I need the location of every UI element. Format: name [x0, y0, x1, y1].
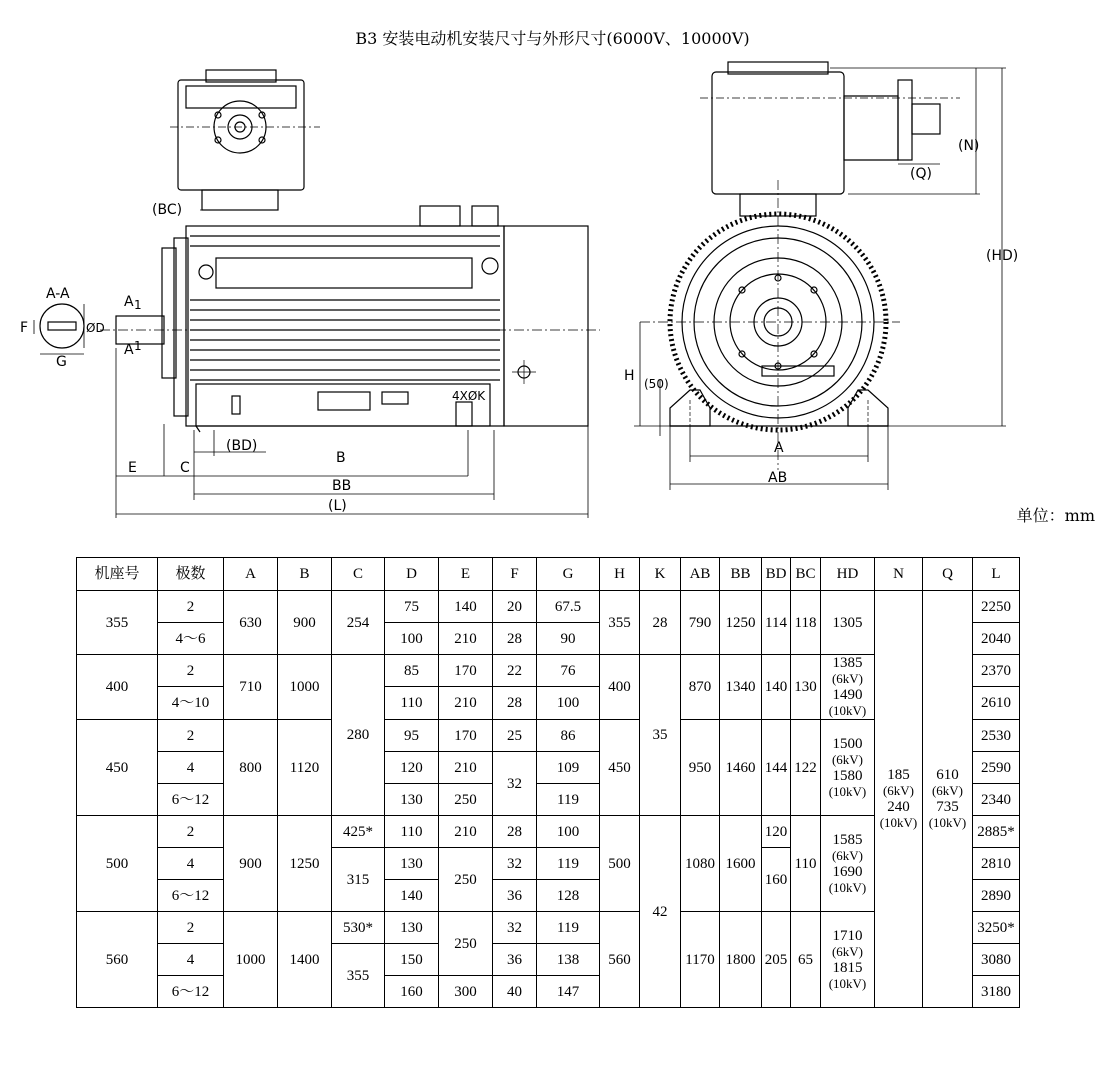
header-cell: B [278, 558, 332, 591]
label-a1-lower: A [124, 342, 134, 358]
hd-note-6kv: (6kV) [831, 943, 864, 959]
table-cell: 900 [224, 816, 278, 912]
poles-cell: 4 [158, 848, 224, 880]
q-note-6kv: (6kV) [931, 783, 964, 798]
table-cell: 170 [439, 655, 493, 687]
table-cell: 25 [493, 720, 537, 752]
shaft-section [34, 304, 84, 354]
hd-cell [821, 912, 875, 1008]
header-cell: N [875, 558, 923, 591]
header-cell: 机座号 [77, 558, 158, 591]
table-cell: 254 [332, 591, 385, 655]
q-note-10kv: (10kV) [928, 815, 967, 830]
frame-cell: 400 [77, 655, 158, 720]
table-cell: 3080 [973, 944, 1020, 976]
table-cell: 1460 [720, 720, 762, 816]
table-cell: 160 [762, 848, 791, 912]
label-a-front: A [774, 440, 784, 456]
table-cell: 425* [332, 816, 385, 848]
table-cell: 790 [681, 591, 720, 655]
header-cell: E [439, 558, 493, 591]
table-cell: 1340 [720, 655, 762, 720]
terminal-box-front [700, 62, 960, 216]
q-value-10kv: 735 [936, 799, 959, 815]
table-cell: 119 [537, 784, 600, 816]
header-cell: H [600, 558, 640, 591]
poles-cell: 4 [158, 944, 224, 976]
poles-cell: 4 [158, 752, 224, 784]
table-cell: 28 [493, 687, 537, 720]
table-cell: 1250 [278, 816, 332, 912]
motor-feet-front [670, 390, 888, 426]
label-bd: (BD) [226, 438, 258, 454]
table-cell: 2370 [973, 655, 1020, 687]
hd-value-10kv: 1815 [832, 959, 863, 976]
table-cell: 122 [791, 720, 821, 816]
table-cell: 2885* [973, 816, 1020, 848]
table-cell: 280 [332, 655, 385, 816]
header-cell: BC [791, 558, 821, 591]
table-cell: 1000 [224, 912, 278, 1008]
table-cell: 138 [537, 944, 600, 976]
table-cell: 250 [439, 784, 493, 816]
terminal-box-side [170, 70, 320, 210]
table-cell: 110 [791, 816, 821, 912]
header-cell: A [224, 558, 278, 591]
table-cell: 210 [439, 623, 493, 655]
table-cell: 2810 [973, 848, 1020, 880]
table-cell: 630 [224, 591, 278, 655]
table-cell: 130 [385, 848, 439, 880]
header-cell: C [332, 558, 385, 591]
table-cell: 28 [493, 816, 537, 848]
table-cell: 160 [385, 976, 439, 1008]
header-cell: AB [681, 558, 720, 591]
frame-cell: 500 [77, 816, 158, 912]
table-cell: 110 [385, 816, 439, 848]
table-cell: 86 [537, 720, 600, 752]
hd-cell [821, 816, 875, 912]
table-cell: 95 [385, 720, 439, 752]
motor-body-side [100, 206, 600, 426]
table-cell: 2590 [973, 752, 1020, 784]
label-section-aa: A-A [46, 286, 70, 302]
table-cell: 355 [332, 944, 385, 1008]
hd-cell [821, 720, 875, 816]
table-cell: 1400 [278, 912, 332, 1008]
table-cell: 1000 [278, 655, 332, 720]
table-cell: 500 [600, 816, 640, 912]
table-cell: 870 [681, 655, 720, 720]
label-a1-upper-sub: 1 [134, 298, 142, 312]
hd-cell [821, 655, 875, 720]
table-cell: 100 [537, 816, 600, 848]
table-cell: 75 [385, 591, 439, 623]
label-bb: BB [332, 478, 352, 494]
table-cell: 2340 [973, 784, 1020, 816]
table-cell: 2040 [973, 623, 1020, 655]
table-cell: 1305 [821, 591, 875, 655]
table-cell: 2890 [973, 880, 1020, 912]
table-cell: 130 [385, 912, 439, 944]
hd-note-10kv: (10kV) [828, 879, 867, 895]
header-cell: Q [923, 558, 973, 591]
table-cell: 2250 [973, 591, 1020, 623]
hd-value-10kv: 1490 [832, 687, 863, 703]
page-title: B3 安装电动机安装尺寸与外形尺寸(6000V、10000V) [355, 29, 750, 48]
table-cell: 210 [439, 687, 493, 720]
motor-base-side [196, 384, 490, 432]
header-cell: L [973, 558, 1020, 591]
table-cell: 119 [537, 912, 600, 944]
label-e: E [128, 460, 137, 476]
table-cell: 118 [791, 591, 821, 655]
header-cell: BB [720, 558, 762, 591]
hd-value-6kv: 1585 [832, 831, 863, 848]
table-cell: 120 [385, 752, 439, 784]
header-cell: BD [762, 558, 791, 591]
hd-note-6kv: (6kV) [831, 751, 864, 767]
frame-cell: 450 [77, 720, 158, 816]
label-c: C [180, 460, 190, 476]
table-cell: 65 [791, 912, 821, 1008]
poles-cell: 2 [158, 912, 224, 944]
table-cell: 250 [439, 912, 493, 976]
table-cell: 120 [762, 816, 791, 848]
table-cell: 355 [600, 591, 640, 655]
n-value-6kv: 185 [887, 767, 910, 783]
poles-cell: 2 [158, 816, 224, 848]
table-cell: 1120 [278, 720, 332, 816]
label-holes: 4XØK [452, 389, 486, 403]
table-cell: 2610 [973, 687, 1020, 720]
n-note-6kv: (6kV) [882, 783, 915, 798]
table-cell: 3250* [973, 912, 1020, 944]
poles-cell: 4～10 [158, 687, 224, 720]
header-cell: K [640, 558, 681, 591]
label-d: ØD [86, 321, 105, 335]
table-cell: 450 [600, 720, 640, 816]
hd-value-6kv: 1385 [832, 655, 863, 671]
table-cell: 85 [385, 655, 439, 687]
hd-value-6kv: 1710 [832, 927, 863, 944]
table-cell: 90 [537, 623, 600, 655]
table-header-row [77, 558, 1020, 591]
table-cell: 130 [791, 655, 821, 720]
table-cell: 119 [537, 848, 600, 880]
label-b: B [336, 450, 346, 466]
front-dimensions [634, 68, 1006, 490]
table-cell: 300 [439, 976, 493, 1008]
label-bc: (BC) [152, 202, 183, 218]
table-cell: 140 [385, 880, 439, 912]
hd-note-6kv: (6kV) [831, 847, 864, 863]
table-cell: 109 [537, 752, 600, 784]
hd-value-10kv: 1690 [832, 863, 863, 880]
n-note-10kv: (10kV) [879, 815, 918, 830]
table-cell: 400 [600, 655, 640, 720]
hd-note-10kv: (10kV) [828, 703, 867, 718]
hd-note-10kv: (10kV) [828, 975, 867, 991]
q-value-6kv: 610 [936, 767, 959, 783]
table-cell: 22 [493, 655, 537, 687]
table-cell: 144 [762, 720, 791, 816]
table-cell: 67.5 [537, 591, 600, 623]
table-cell: 3180 [973, 976, 1020, 1008]
header-cell: F [493, 558, 537, 591]
table-cell: 130 [385, 784, 439, 816]
poles-cell: 2 [158, 591, 224, 623]
frame-cell: 355 [77, 591, 158, 655]
hd-note-6kv: (6kV) [831, 671, 864, 686]
label-f: F [20, 320, 29, 336]
table-cell: 140 [439, 591, 493, 623]
label-hd: (HD) [986, 248, 1019, 264]
label-a1-lower-sub: 1 [134, 339, 142, 353]
table-cell: 32 [493, 752, 537, 816]
label-a1-upper: A [124, 294, 134, 310]
header-cell: D [385, 558, 439, 591]
table-cell: 900 [278, 591, 332, 655]
table-cell: 1250 [720, 591, 762, 655]
table-cell: 28 [493, 623, 537, 655]
label-ab: AB [768, 470, 788, 486]
table-cell: 40 [493, 976, 537, 1008]
table-cell: 100 [537, 687, 600, 720]
table-cell: 1600 [720, 816, 762, 912]
table-cell: 28 [640, 591, 681, 655]
table-cell: 210 [439, 816, 493, 848]
q-cell [923, 591, 973, 1008]
table-cell: 32 [493, 848, 537, 880]
table-cell: 35 [640, 655, 681, 816]
table-cell: 20 [493, 591, 537, 623]
table-cell: 36 [493, 944, 537, 976]
header-cell: G [537, 558, 600, 591]
label-h50: (50) [644, 377, 669, 391]
poles-cell: 4～6 [158, 623, 224, 655]
poles-cell: 2 [158, 720, 224, 752]
table-cell: 210 [439, 752, 493, 784]
frame-cell: 560 [77, 912, 158, 1008]
poles-cell: 6～12 [158, 976, 224, 1008]
table-cell: 1800 [720, 912, 762, 1008]
spec-table [76, 557, 1020, 1008]
table-cell: 560 [600, 912, 640, 1008]
table-cell: 250 [439, 848, 493, 912]
table-cell: 1170 [681, 912, 720, 1008]
table-cell: 42 [640, 816, 681, 1008]
table-cell: 1080 [681, 816, 720, 912]
table-cell: 530* [332, 912, 385, 944]
table-cell: 128 [537, 880, 600, 912]
table-cell: 147 [537, 976, 600, 1008]
table-cell: 110 [385, 687, 439, 720]
hd-note-10kv: (10kV) [828, 783, 867, 799]
table-cell: 32 [493, 912, 537, 944]
table-cell: 170 [439, 720, 493, 752]
table-cell: 2530 [973, 720, 1020, 752]
header-cell: 极数 [158, 558, 224, 591]
table-cell: 710 [224, 655, 278, 720]
table-cell: 114 [762, 591, 791, 655]
table-cell: 800 [224, 720, 278, 816]
header-cell: HD [821, 558, 875, 591]
n-cell [875, 591, 923, 1008]
unit-label: 单位：mm [1016, 506, 1095, 525]
table-row [77, 591, 1020, 623]
poles-cell: 6～12 [158, 880, 224, 912]
label-n: (N) [958, 138, 980, 154]
n-value-10kv: 240 [887, 799, 910, 815]
table-cell: 140 [762, 655, 791, 720]
hd-value-6kv: 1500 [832, 735, 863, 752]
table-cell: 950 [681, 720, 720, 816]
table-cell: 36 [493, 880, 537, 912]
hd-value-10kv: 1580 [832, 767, 863, 784]
table-cell: 205 [762, 912, 791, 1008]
poles-cell: 2 [158, 655, 224, 687]
label-q: (Q) [910, 166, 932, 182]
table-cell: 315 [332, 848, 385, 912]
table-cell: 76 [537, 655, 600, 687]
label-h: H [624, 368, 635, 384]
label-l: (L) [328, 498, 347, 514]
table-cell: 150 [385, 944, 439, 976]
table-cell: 100 [385, 623, 439, 655]
label-g: G [56, 354, 67, 370]
poles-cell: 6～12 [158, 784, 224, 816]
